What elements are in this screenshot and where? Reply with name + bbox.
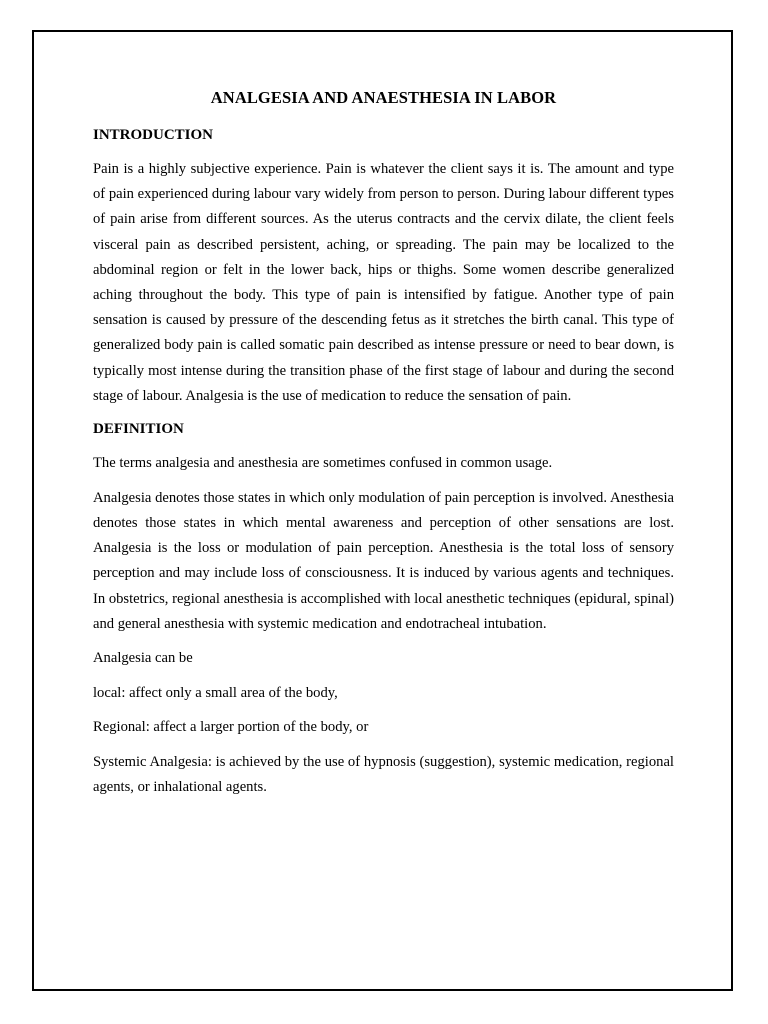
section-heading-introduction: INTRODUCTION (93, 127, 214, 143)
analgesia-types-lead: Analgesia can be (93, 649, 193, 666)
analgesia-type-local: local: affect only a small area of the body, (93, 684, 338, 701)
section-heading-definition: DEFINITION (93, 421, 184, 438)
analgesia-type-systemic: Systemic Analgesia: is achieved by the use of hypnosis (suggestion), systemic medication, regional agents, or inhalational agents. (93, 754, 674, 796)
document-body (93, 86, 674, 809)
analgesia-type-regional: Regional: affect a larger portion of the body, or (93, 719, 369, 736)
introduction-paragraph: Pain is a highly subjective experience. Pain is whatever the client says it is. The amount and type of pain experienced during labour vary widely from person to person. During labour different types of pain arise from different sources. As the uterus contracts and the cervix dilate, the client feels visceral pain as described persistent, aching, or spreading. The pain may be localized to the abdominal region or felt in the lower back, hips or thighs. Some women describe generalized aching throughout the body. This type of pain is intensified by fatigue. Another type of pain sensation is caused by pressure of the descending fetus as it stretches the birth canal. This type of generalized body pain is called somatic pain described as intense pressure or need to bear down, is typically most intense during the transition phase of the first stage of labour and during the second stage of labour. Analgesia is the use of medication to reduce the sensation of pain. (93, 161, 674, 404)
document-title: ANALGESIA AND ANAESTHESIA IN LABOR (210, 88, 557, 107)
definition-paragraph-main: Analgesia denotes those states in which only modulation of pain perception is involved. Anesthesia denotes those states in which mental awareness and perception of other sensations are lost. Analgesia is the loss or modulation of pain perception. Anesthesia is the total loss of sensory perception and may include loss of consciousness. It is induced by various agents and techniques. In obstetrics, regional anesthesia is accomplished with local anesthetic techniques (epidural, spinal) and general anesthesia with systemic medication and endotracheal intubation. (93, 489, 674, 632)
definition-paragraph-intro: The terms analgesia and anesthesia are sometimes confused in common usage. (93, 455, 553, 472)
